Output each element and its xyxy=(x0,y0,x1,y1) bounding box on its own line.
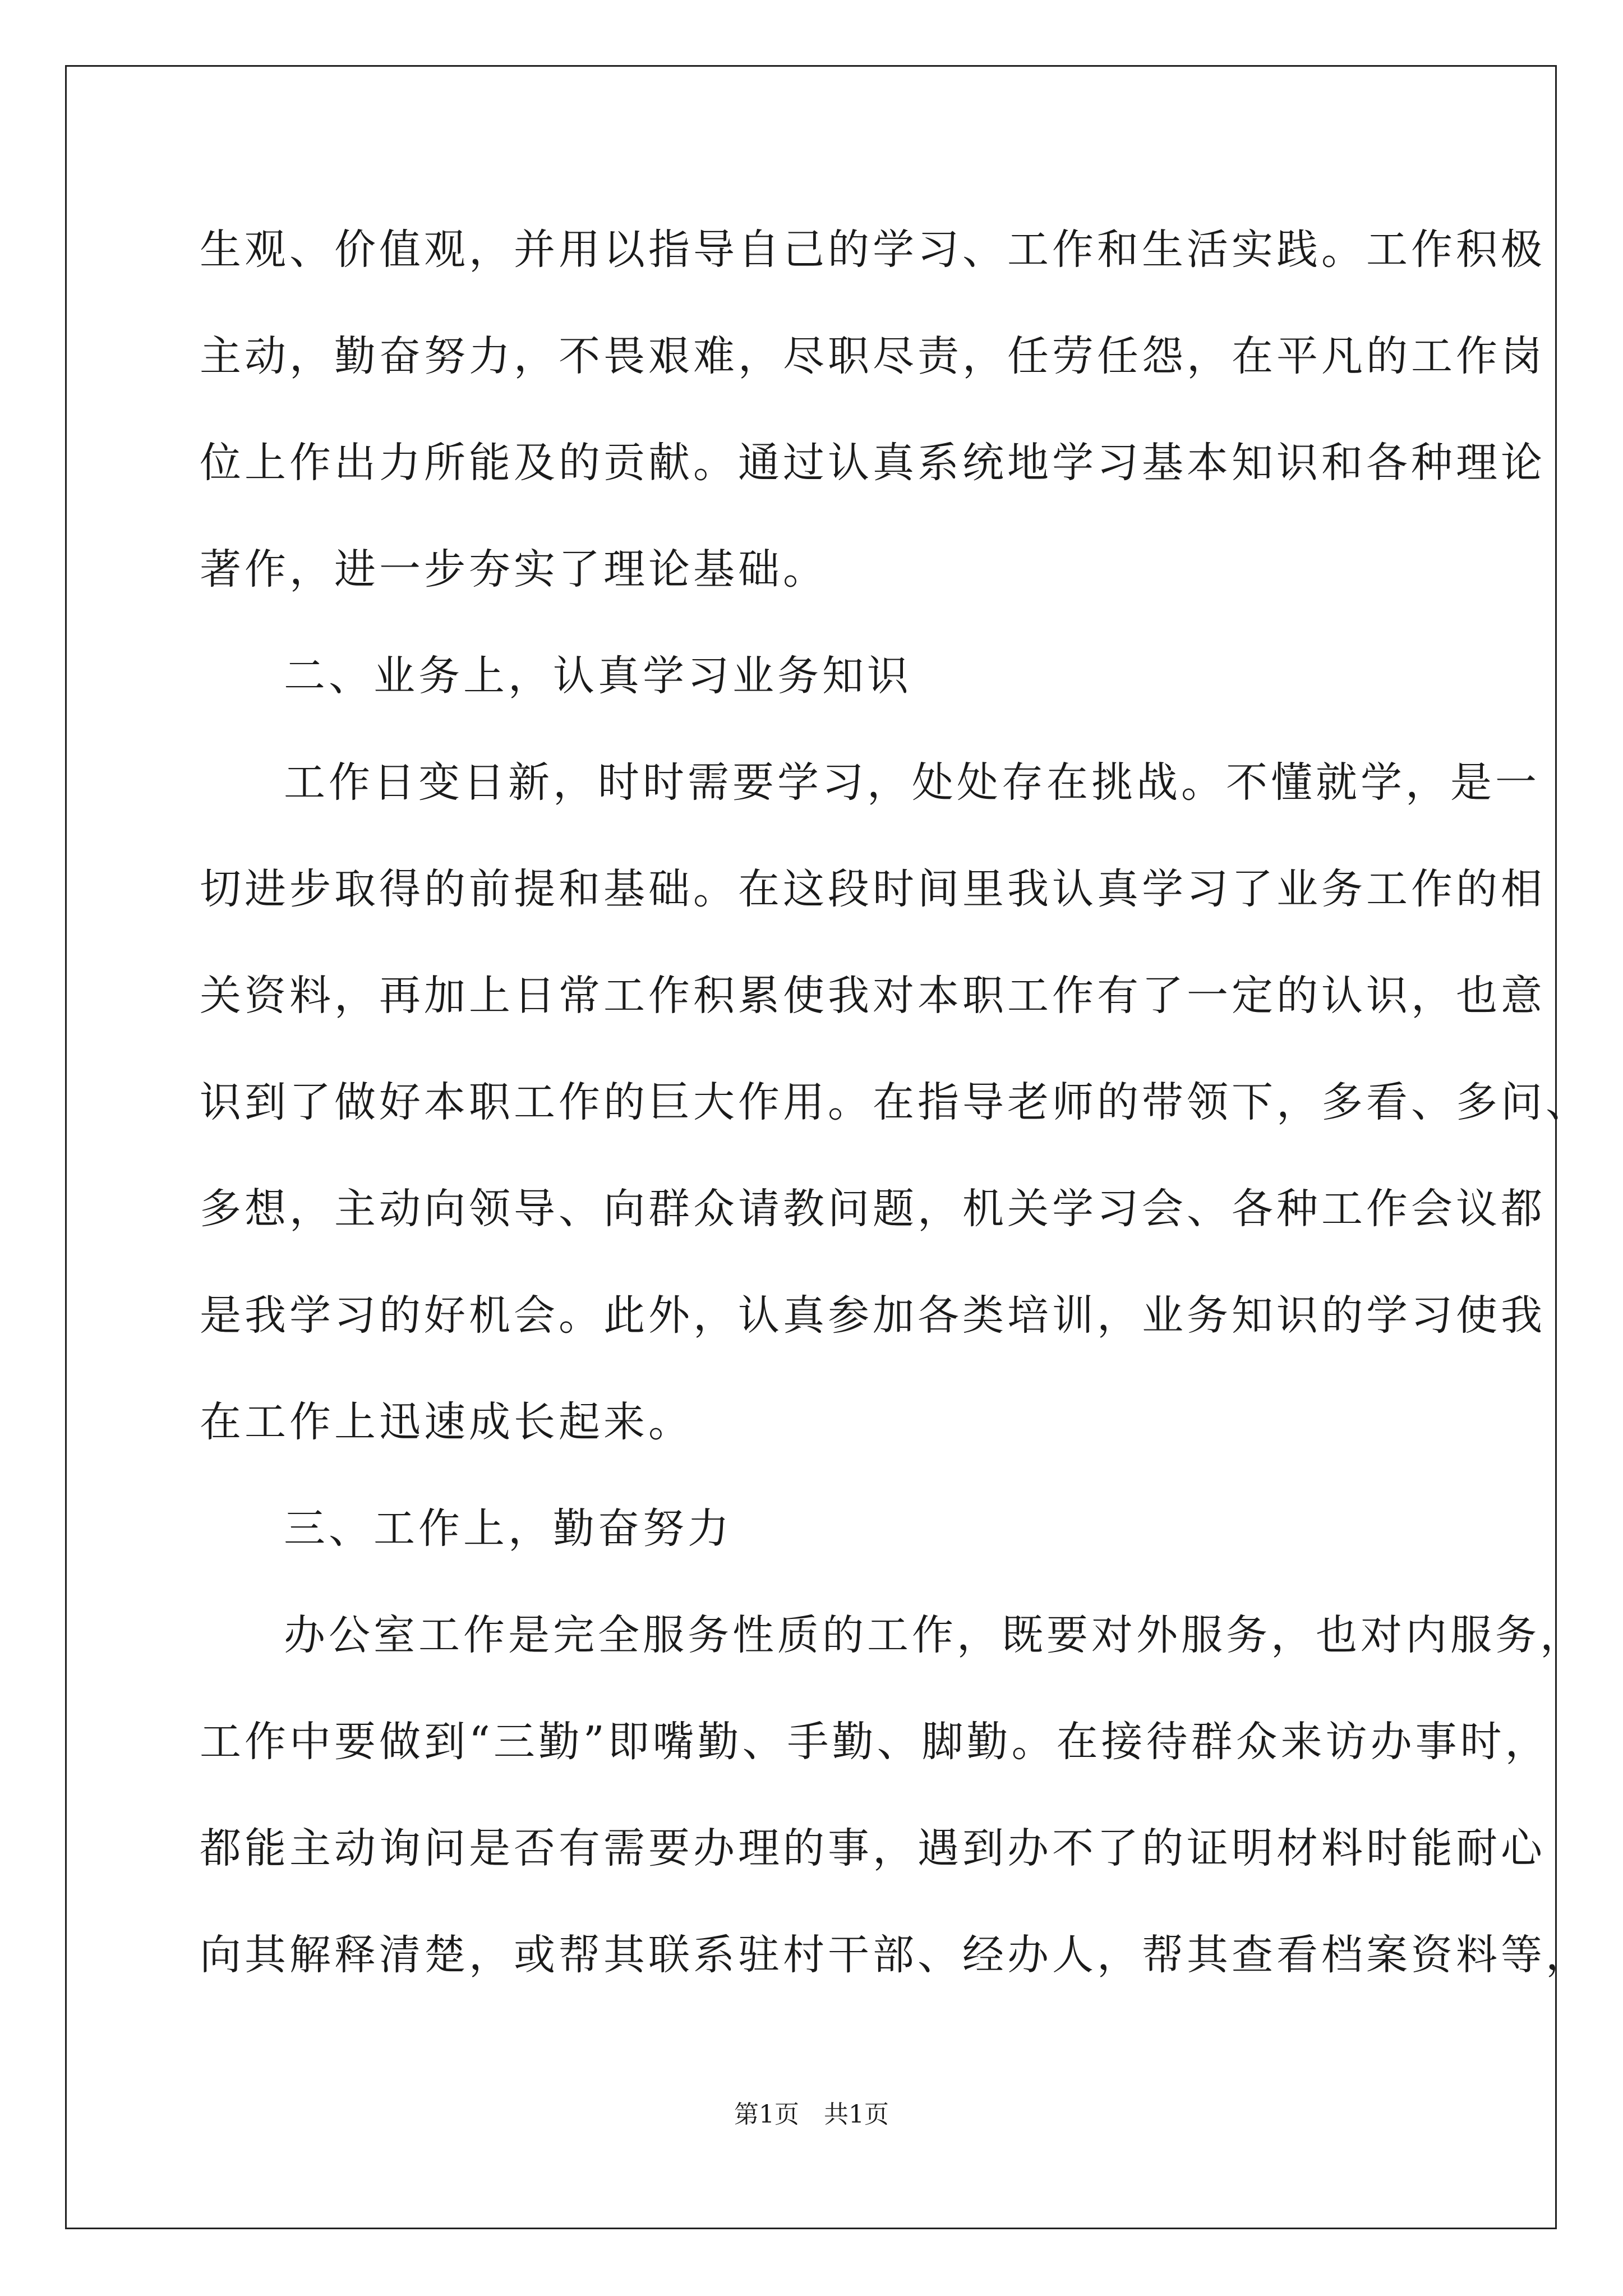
paragraph-line: 在工作上迅速成长起来。 xyxy=(200,1398,693,1446)
section-heading: 二、业务上，认真学习业务知识 xyxy=(284,652,912,700)
page-border xyxy=(65,65,1557,2229)
paragraph-line: 主动，勤奋努力，不畏艰难，尽职尽责，任劳任怨，在平凡的工作岗 xyxy=(200,332,1546,380)
paragraph-line: 关资料，再加上日常工作积累使我对本职工作有了一定的认识，也意 xyxy=(200,972,1546,1020)
paragraph-line: 位上作出力所能及的贡献。通过认真系统地学习基本知识和各种理论 xyxy=(200,439,1546,487)
section-heading: 三、工作上，勤奋努力 xyxy=(284,1504,732,1553)
paragraph-line: 著作，进一步夯实了理论基础。 xyxy=(200,545,828,593)
paragraph-line: 生观、价值观，并用以指导自己的学习、工作和生活实践。工作积极 xyxy=(200,226,1546,274)
paragraph-line: 多想，主动向领导、向群众请教问题，机关学习会、各种工作会议都 xyxy=(200,1185,1546,1233)
paragraph-line: 工作日变日新，时时需要学习，处处存在挑战。不懂就学，是一 xyxy=(284,758,1540,807)
paragraph-line: 办公室工作是完全服务性质的工作，既要对外服务，也对内服务， xyxy=(284,1611,1585,1659)
paragraph-line: 工作中要做到“三勤”即嘴勤、手勤、脚勤。在接待群众来访办事时， xyxy=(200,1718,1550,1766)
page-number-footer: 第1页 共1页 xyxy=(734,2100,889,2129)
paragraph-line: 向其解释清楚，或帮其联系驻村干部、经办人，帮其查看档案资料等， xyxy=(200,1931,1590,1979)
paragraph-line: 都能主动询问是否有需要办理的事，遇到办不了的证明材料时能耐心 xyxy=(200,1824,1546,1872)
paragraph-line: 识到了做好本职工作的巨大作用。在指导老师的带领下，多看、多问、 xyxy=(200,1078,1590,1126)
paragraph-line: 是我学习的好机会。此外，认真参加各类培训，业务知识的学习使我 xyxy=(200,1291,1546,1340)
paragraph-line: 切进步取得的前提和基础。在这段时间里我认真学习了业务工作的相 xyxy=(200,865,1546,913)
